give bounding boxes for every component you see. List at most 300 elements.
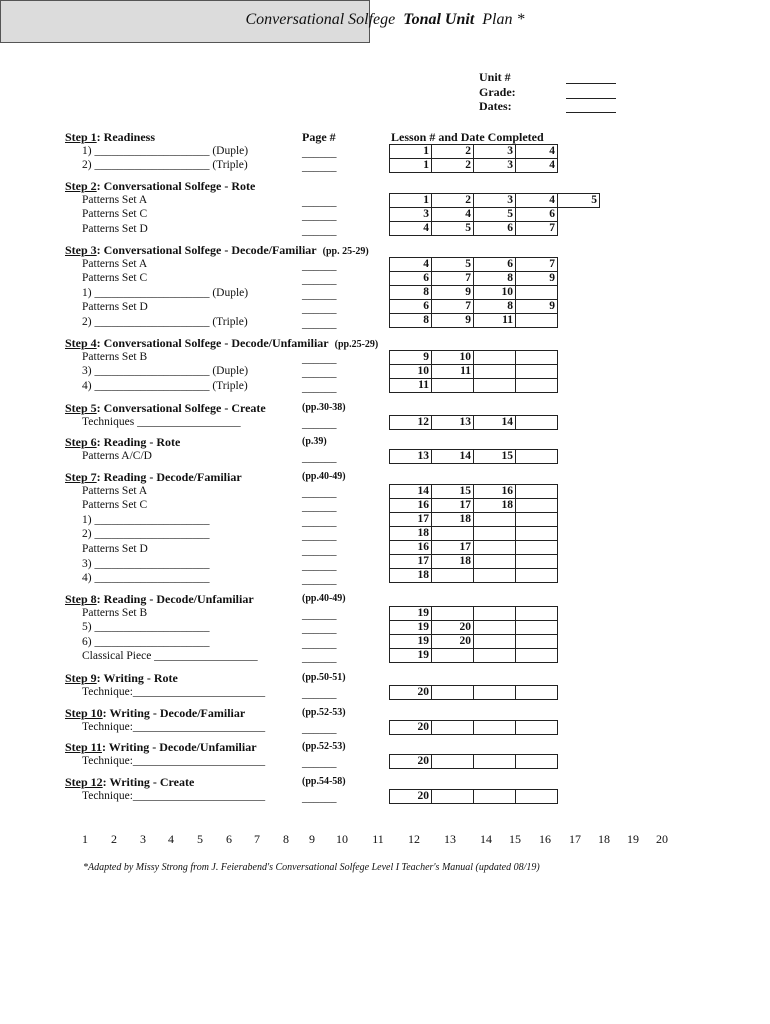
lesson-cell[interactable] xyxy=(558,300,598,314)
lesson-cell[interactable]: 6 xyxy=(474,258,516,272)
lesson-cell[interactable] xyxy=(474,527,516,541)
page-title xyxy=(0,11,770,29)
lesson-cell[interactable]: 3 xyxy=(474,159,516,173)
lesson-cell[interactable] xyxy=(558,450,598,464)
unit-label: Unit # xyxy=(479,70,511,84)
lesson-cell[interactable] xyxy=(432,721,474,735)
step-item: Patterns Set C xyxy=(82,272,148,285)
lesson-cell[interactable] xyxy=(558,686,598,700)
grade-field[interactable] xyxy=(566,86,616,99)
lesson-cell[interactable] xyxy=(432,790,474,804)
step-item: Patterns Set B xyxy=(82,606,148,619)
step-item: 2) ____________________ (Triple) xyxy=(82,159,248,172)
lesson-cell[interactable] xyxy=(558,145,598,159)
lesson-cell[interactable] xyxy=(558,555,598,569)
step-item: 6) ____________________ xyxy=(82,635,210,648)
page-number-field[interactable]: ______ xyxy=(302,303,337,316)
step-heading xyxy=(65,336,378,351)
step-item: Patterns Set B xyxy=(82,350,148,363)
lesson-cell[interactable]: 14 xyxy=(390,485,432,499)
step-title: : Reading - Rote xyxy=(96,435,181,449)
lesson-grid-row xyxy=(390,314,598,328)
lesson-cell[interactable] xyxy=(558,527,598,541)
lesson-number: 19 xyxy=(627,832,639,846)
lesson-number: 5 xyxy=(197,832,203,846)
lesson-cell[interactable] xyxy=(516,621,558,635)
lesson-grid-row xyxy=(390,351,598,365)
lesson-cell[interactable]: 20 xyxy=(390,790,432,804)
step-heading xyxy=(65,179,255,194)
lesson-number: 9 xyxy=(309,832,315,846)
lesson-grid xyxy=(389,350,598,393)
lesson-cell[interactable] xyxy=(516,379,558,393)
lesson-cell[interactable] xyxy=(516,721,558,735)
page-number-field[interactable]: ______ xyxy=(302,501,337,514)
lesson-cell[interactable] xyxy=(432,527,474,541)
page-number-field[interactable]: ______ xyxy=(302,367,337,380)
step-page-ref: (pp.25-29) xyxy=(334,339,379,350)
lesson-cell[interactable]: 5 xyxy=(432,222,474,236)
step-item: 1) ____________________ (Duple) xyxy=(82,144,249,157)
lesson-cell[interactable]: 3 xyxy=(390,208,432,222)
lesson-grid-row xyxy=(390,527,598,541)
step-heading xyxy=(65,775,194,790)
lesson-grid-row xyxy=(390,607,598,621)
step-page-ref: (pp.52-53) xyxy=(302,741,346,752)
lesson-cell[interactable] xyxy=(558,790,598,804)
lesson-grid-row xyxy=(390,541,598,555)
lesson-cell[interactable]: 8 xyxy=(390,286,432,300)
step-item: Patterns Set D xyxy=(82,222,148,235)
lesson-grid-row xyxy=(390,450,598,464)
lesson-grid-row xyxy=(390,300,598,314)
lesson-cell[interactable]: 4 xyxy=(516,159,558,173)
page-number-field[interactable]: ______ xyxy=(302,381,337,394)
step-item: Patterns Set D xyxy=(82,301,148,314)
lesson-cell[interactable]: 3 xyxy=(474,194,516,208)
step-title: : Reading - Decode/Familiar xyxy=(96,470,242,484)
page-number-field[interactable]: ______ xyxy=(302,515,337,528)
dates-label: Dates: xyxy=(479,99,512,113)
lesson-cell[interactable]: 16 xyxy=(390,499,432,513)
page-number-field[interactable]: ______ xyxy=(302,288,337,301)
step-label: Step 1 xyxy=(65,130,97,144)
page-number-field[interactable]: ______ xyxy=(302,637,337,650)
lesson-cell[interactable] xyxy=(474,721,516,735)
lesson-cell[interactable] xyxy=(432,649,474,663)
step-page-ref: (pp.30-38) xyxy=(302,402,346,413)
lesson-cell[interactable]: 15 xyxy=(474,450,516,464)
step-heading xyxy=(65,130,155,145)
lesson-grid-row xyxy=(390,790,598,804)
lesson-grid xyxy=(389,484,598,583)
step-title: : Writing - Create xyxy=(102,775,195,789)
lesson-cell[interactable] xyxy=(516,649,558,663)
lesson-cell[interactable] xyxy=(516,555,558,569)
lesson-cell[interactable] xyxy=(558,541,598,555)
lesson-cell[interactable]: 19 xyxy=(390,635,432,649)
step-heading xyxy=(65,740,257,755)
lesson-number: 6 xyxy=(226,832,232,846)
lesson-cell[interactable]: 5 xyxy=(474,208,516,222)
lesson-number: 10 xyxy=(336,832,348,846)
lesson-grid-row xyxy=(390,555,598,569)
lesson-cell[interactable] xyxy=(516,513,558,527)
lesson-cell[interactable] xyxy=(558,416,598,430)
lesson-grid-row xyxy=(390,755,598,769)
page-number-field[interactable]: ______ xyxy=(302,530,337,543)
step-heading xyxy=(65,401,266,416)
step-page-ref: (pp.40-49) xyxy=(302,593,346,604)
lesson-cell[interactable]: 18 xyxy=(390,527,432,541)
page-number-field[interactable]: ______ xyxy=(302,756,337,769)
lesson-number: 4 xyxy=(168,832,174,846)
lesson-cell[interactable]: 13 xyxy=(390,450,432,464)
lesson-cell[interactable]: 12 xyxy=(390,416,432,430)
lesson-cell[interactable] xyxy=(474,541,516,555)
lesson-cell[interactable]: 10 xyxy=(474,286,516,300)
lesson-grid-row xyxy=(390,416,598,430)
lesson-cell[interactable]: 15 xyxy=(432,485,474,499)
lesson-cell[interactable] xyxy=(558,499,598,513)
step-item: 2) ____________________ (Triple) xyxy=(82,315,248,328)
lesson-grid-row xyxy=(390,258,598,272)
lesson-cell[interactable] xyxy=(516,499,558,513)
lesson-grid-row xyxy=(390,286,598,300)
lesson-cell[interactable] xyxy=(516,607,558,621)
lesson-cell[interactable]: 7 xyxy=(432,300,474,314)
step-label: Step 5 xyxy=(65,401,97,415)
lesson-cell[interactable]: 9 xyxy=(516,272,558,286)
lesson-cell[interactable] xyxy=(474,790,516,804)
lesson-grid-row xyxy=(390,272,598,286)
lesson-grid xyxy=(389,144,598,173)
step-label: Step 2 xyxy=(65,179,97,193)
lesson-number: 7 xyxy=(254,832,260,846)
lesson-cell[interactable] xyxy=(516,686,558,700)
lesson-cell[interactable] xyxy=(558,351,598,365)
step-item: Patterns Set A xyxy=(82,484,148,497)
step-label: Step 3 xyxy=(65,243,97,257)
lesson-cell[interactable]: 5 xyxy=(558,194,600,208)
step-title: : Writing - Decode/Unfamiliar xyxy=(102,740,257,754)
step-item: Classical Piece __________________ xyxy=(82,650,258,663)
step-item: 4) ____________________ xyxy=(82,572,210,585)
lesson-number: 8 xyxy=(283,832,289,846)
lesson-cell[interactable] xyxy=(432,569,474,583)
lesson-cell[interactable]: 18 xyxy=(432,513,474,527)
lesson-cell[interactable]: 9 xyxy=(390,351,432,365)
page-number-field[interactable]: ______ xyxy=(302,259,337,272)
page-number-field[interactable]: ______ xyxy=(302,559,337,572)
lesson-cell[interactable] xyxy=(432,379,474,393)
lesson-cell[interactable] xyxy=(558,635,598,649)
page-number-field[interactable]: ______ xyxy=(302,161,337,174)
lesson-number: 18 xyxy=(598,832,610,846)
lesson-grid xyxy=(389,193,600,236)
lesson-cell[interactable]: 20 xyxy=(390,686,432,700)
lesson-cell[interactable] xyxy=(432,607,474,621)
lesson-cell[interactable]: 2 xyxy=(432,159,474,173)
page-number-field[interactable]: ______ xyxy=(302,224,337,237)
page-number-field[interactable]: ______ xyxy=(302,608,337,621)
step-item: Technique:_______________________ xyxy=(82,789,266,802)
step-page-ref: (pp.50-51) xyxy=(302,672,346,683)
lesson-cell[interactable]: 5 xyxy=(432,258,474,272)
lesson-grid-row xyxy=(390,635,598,649)
step-heading xyxy=(65,435,180,450)
lesson-cell[interactable] xyxy=(558,208,600,222)
lesson-cell[interactable]: 6 xyxy=(474,222,516,236)
lesson-number: 12 xyxy=(408,832,420,846)
lesson-number: 2 xyxy=(111,832,117,846)
lesson-grid-row xyxy=(390,513,598,527)
step-title: : Readiness xyxy=(96,130,156,144)
lesson-cell[interactable] xyxy=(516,365,558,379)
lesson-grid-row xyxy=(390,721,598,735)
page-number-field[interactable]: ______ xyxy=(302,544,337,557)
page-number-field[interactable]: ______ xyxy=(302,486,337,499)
lesson-cell[interactable] xyxy=(558,621,598,635)
lesson-cell[interactable]: 11 xyxy=(390,379,432,393)
lesson-cell[interactable] xyxy=(516,527,558,541)
lesson-cell[interactable] xyxy=(432,755,474,769)
step-label: Step 11 xyxy=(65,740,103,754)
lesson-cell[interactable]: 13 xyxy=(432,416,474,430)
page-number-field[interactable]: ______ xyxy=(302,146,337,159)
page-number-field[interactable]: ______ xyxy=(302,791,337,804)
lesson-cell[interactable]: 20 xyxy=(390,721,432,735)
lesson-cell[interactable] xyxy=(558,607,598,621)
lesson-cell[interactable]: 11 xyxy=(432,365,474,379)
lesson-cell[interactable]: 10 xyxy=(432,351,474,365)
page-column-header: Page # xyxy=(302,130,336,144)
lesson-cell[interactable]: 10 xyxy=(390,365,432,379)
page-number-field[interactable]: ______ xyxy=(302,574,337,587)
lesson-cell[interactable]: 16 xyxy=(474,485,516,499)
lesson-cell[interactable]: 7 xyxy=(516,258,558,272)
title-part-2: Tonal Unit xyxy=(403,11,475,28)
step-page-ref: (p.39) xyxy=(302,436,327,447)
lesson-cell[interactable] xyxy=(558,721,598,735)
lesson-grid-row xyxy=(390,222,600,236)
lesson-cell[interactable]: 1 xyxy=(390,159,432,173)
lesson-cell[interactable] xyxy=(558,159,598,173)
lesson-cell[interactable] xyxy=(474,569,516,583)
lesson-cell[interactable]: 17 xyxy=(390,555,432,569)
page-number-field[interactable]: ______ xyxy=(302,687,337,700)
lesson-cell[interactable] xyxy=(516,485,558,499)
lesson-cell[interactable]: 8 xyxy=(474,300,516,314)
lesson-grid-row xyxy=(390,569,598,583)
footnote: *Adapted by Missy Strong from J. Feierabend's Conversational Solfege Level I Teacher's Manual (updated 08/19) xyxy=(83,862,540,873)
lesson-cell[interactable] xyxy=(516,541,558,555)
lesson-cell[interactable]: 11 xyxy=(474,314,516,328)
lesson-cell[interactable]: 4 xyxy=(432,208,474,222)
lesson-number: 15 xyxy=(509,832,521,846)
lesson-cell[interactable] xyxy=(516,351,558,365)
step-title: : Writing - Decode/Familiar xyxy=(102,706,246,720)
lesson-cell[interactable] xyxy=(516,790,558,804)
lesson-cell[interactable]: 16 xyxy=(390,541,432,555)
lesson-cell[interactable]: 8 xyxy=(390,314,432,328)
grade-label: Grade: xyxy=(479,85,516,99)
page-number-field[interactable]: ______ xyxy=(302,210,337,223)
lesson-cell[interactable]: 18 xyxy=(390,569,432,583)
lesson-grid xyxy=(389,415,598,430)
title-part-1: Conversational Solfege xyxy=(245,11,396,28)
lesson-grid-row xyxy=(390,499,598,513)
lesson-cell[interactable] xyxy=(516,286,558,300)
lesson-cell[interactable]: 20 xyxy=(432,621,474,635)
step-title: : Writing - Rote xyxy=(96,671,178,685)
lesson-cell[interactable]: 2 xyxy=(432,145,474,159)
title-part-3: Plan * xyxy=(482,11,525,28)
lesson-cell[interactable]: 9 xyxy=(432,286,474,300)
lesson-cell[interactable] xyxy=(558,222,600,236)
step-title: : Conversational Solfege - Rote xyxy=(96,179,256,193)
lesson-grid xyxy=(389,754,598,769)
lesson-number: 13 xyxy=(444,832,456,846)
lesson-cell[interactable] xyxy=(474,755,516,769)
lesson-cell[interactable] xyxy=(474,621,516,635)
step-item: Patterns Set A xyxy=(82,257,148,270)
lesson-cell[interactable] xyxy=(558,272,598,286)
page-number-field[interactable]: ______ xyxy=(302,722,337,735)
lesson-cell[interactable] xyxy=(558,365,598,379)
step-item: Technique:_______________________ xyxy=(82,685,266,698)
lesson-cell[interactable] xyxy=(516,569,558,583)
lesson-cell[interactable] xyxy=(558,379,598,393)
lesson-cell[interactable]: 17 xyxy=(432,499,474,513)
lesson-cell[interactable] xyxy=(558,755,598,769)
lesson-column-header: Lesson # and Date Completed xyxy=(391,130,544,144)
step-item: Technique:_______________________ xyxy=(82,720,266,733)
lesson-cell[interactable] xyxy=(474,351,516,365)
lesson-cell[interactable] xyxy=(474,365,516,379)
lesson-cell[interactable]: 6 xyxy=(390,272,432,286)
step-label: Step 7 xyxy=(65,470,97,484)
lesson-cell[interactable]: 1 xyxy=(390,145,432,159)
lesson-cell[interactable] xyxy=(516,450,558,464)
lesson-grid-row xyxy=(390,159,598,173)
lesson-cell[interactable] xyxy=(474,555,516,569)
page-number-field[interactable]: ______ xyxy=(302,652,337,665)
page-number-field[interactable]: ______ xyxy=(302,623,337,636)
lesson-cell[interactable]: 20 xyxy=(390,755,432,769)
lesson-grid-row xyxy=(390,485,598,499)
page-number-field[interactable]: ______ xyxy=(302,451,337,464)
lesson-cell[interactable]: 18 xyxy=(474,499,516,513)
step-heading xyxy=(65,671,178,686)
lesson-grid xyxy=(389,720,598,735)
page-number-field[interactable]: ______ xyxy=(302,317,337,330)
lesson-cell[interactable] xyxy=(558,258,598,272)
lesson-cell[interactable]: 20 xyxy=(432,635,474,649)
step-title: : Conversational Solfege - Create xyxy=(96,401,266,415)
step-item: 1) ____________________ xyxy=(82,513,210,526)
lesson-grid xyxy=(389,257,598,328)
lesson-cell[interactable]: 19 xyxy=(390,649,432,663)
lesson-cell[interactable]: 18 xyxy=(432,555,474,569)
lesson-cell[interactable]: 4 xyxy=(390,222,432,236)
page-number-field[interactable]: ______ xyxy=(302,352,337,365)
step-page-ref: (pp.52-53) xyxy=(302,707,346,718)
lesson-cell[interactable]: 3 xyxy=(474,145,516,159)
lesson-cell[interactable]: 7 xyxy=(432,272,474,286)
lesson-cell[interactable]: 4 xyxy=(516,194,558,208)
lesson-cell[interactable] xyxy=(474,649,516,663)
step-item: Patterns Set C xyxy=(82,208,148,221)
lesson-cell[interactable]: 14 xyxy=(432,450,474,464)
lesson-cell[interactable]: 6 xyxy=(516,208,558,222)
lesson-cell[interactable]: 4 xyxy=(516,145,558,159)
unit-field[interactable] xyxy=(566,71,616,84)
lesson-cell[interactable] xyxy=(558,286,598,300)
step-heading xyxy=(65,470,242,485)
step-title: : Conversational Solfege - Decode/Unfamiliar xyxy=(96,336,329,350)
lesson-cell[interactable]: 7 xyxy=(516,222,558,236)
step-label: Step 6 xyxy=(65,435,97,449)
step-item: Patterns Set D xyxy=(82,542,148,555)
step-item: Patterns Set C xyxy=(82,499,148,512)
lesson-cell[interactable] xyxy=(558,569,598,583)
lesson-cell[interactable]: 6 xyxy=(390,300,432,314)
lesson-cell[interactable]: 14 xyxy=(474,416,516,430)
step-heading xyxy=(65,706,245,721)
lesson-cell[interactable]: 1 xyxy=(390,194,432,208)
lesson-cell[interactable] xyxy=(558,314,598,328)
step-heading xyxy=(65,243,369,258)
lesson-cell[interactable]: 19 xyxy=(390,621,432,635)
lesson-cell[interactable]: 8 xyxy=(474,272,516,286)
lesson-number: 11 xyxy=(372,832,384,846)
lesson-cell[interactable]: 19 xyxy=(390,607,432,621)
page-number-field[interactable]: ______ xyxy=(302,274,337,287)
step-label: Step 8 xyxy=(65,592,97,606)
step-label: Step 9 xyxy=(65,671,97,685)
step-item: 5) ____________________ xyxy=(82,621,210,634)
lesson-cell[interactable] xyxy=(516,416,558,430)
lesson-cell[interactable] xyxy=(432,686,474,700)
lesson-cell[interactable]: 4 xyxy=(390,258,432,272)
step-item: 2) ____________________ xyxy=(82,528,210,541)
lesson-cell[interactable]: 17 xyxy=(390,513,432,527)
step-title: : Conversational Solfege - Decode/Familiar xyxy=(96,243,317,257)
lesson-cell[interactable]: 17 xyxy=(432,541,474,555)
lesson-grid-row xyxy=(390,145,598,159)
lesson-cell[interactable] xyxy=(516,314,558,328)
lesson-cell[interactable] xyxy=(474,513,516,527)
lesson-cell[interactable]: 9 xyxy=(432,314,474,328)
dates-field[interactable] xyxy=(566,100,616,113)
lesson-cell[interactable]: 2 xyxy=(432,194,474,208)
lesson-cell[interactable] xyxy=(558,513,598,527)
lesson-cell[interactable] xyxy=(558,649,598,663)
lesson-number: 17 xyxy=(569,832,581,846)
lesson-cell[interactable] xyxy=(474,379,516,393)
lesson-cell[interactable] xyxy=(474,686,516,700)
lesson-grid-row xyxy=(390,686,598,700)
lesson-cell[interactable] xyxy=(474,607,516,621)
lesson-cell[interactable] xyxy=(516,635,558,649)
lesson-cell[interactable]: 9 xyxy=(516,300,558,314)
lesson-cell[interactable] xyxy=(558,485,598,499)
lesson-cell[interactable] xyxy=(474,635,516,649)
lesson-cell[interactable] xyxy=(516,755,558,769)
page-number-field[interactable]: ______ xyxy=(302,195,337,208)
page-number-field[interactable]: ______ xyxy=(302,417,337,430)
